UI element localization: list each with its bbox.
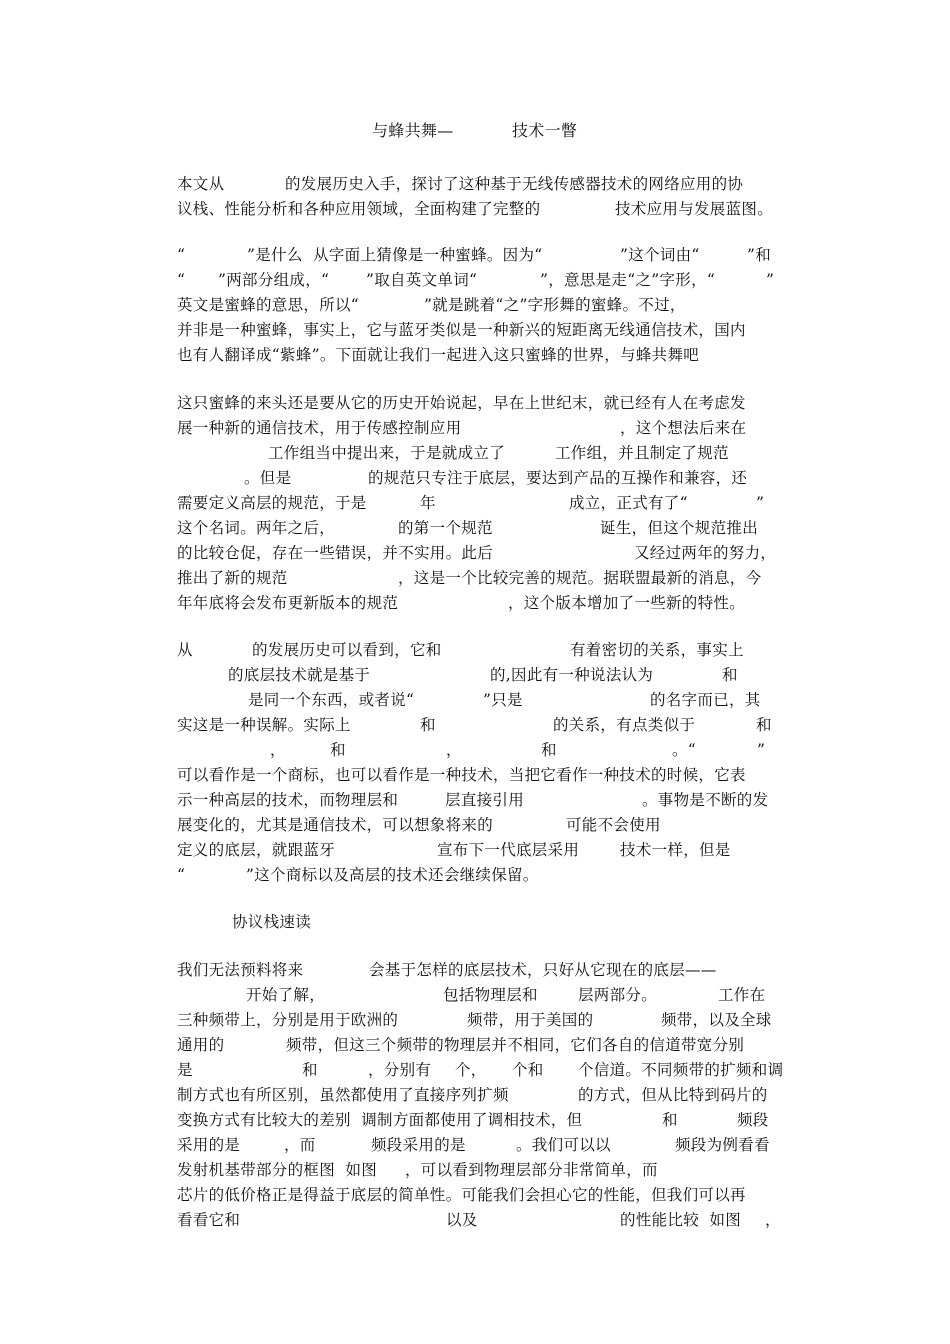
text-fragment: 诞生，但这个规范推出	[600, 519, 759, 537]
text-fragment: 这只蜜蜂的来头还是要从它的历史开始说起，早在上世纪末，就已经有人在考虑发	[177, 394, 746, 412]
text-fragment: ，	[270, 741, 286, 759]
text-fragment: ，	[765, 1211, 781, 1229]
text-fragment: “	[177, 866, 186, 884]
text-fragment: 个，	[455, 1061, 487, 1079]
text-fragment: ，这是一个比较完善的规范。据联盟最新的消息，今	[398, 569, 762, 587]
text-fragment: “	[177, 271, 186, 289]
text-fragment: 采用的是	[177, 1136, 241, 1154]
text-fragment: 通用的	[177, 1036, 225, 1054]
text-fragment: 示一种高层的技术，而物理层和	[177, 791, 399, 809]
text-fragment: 工作在	[718, 986, 766, 1004]
text-fragment: 又经过两年的努力，	[634, 544, 777, 562]
text-fragment: 以及	[446, 1211, 478, 1229]
text-fragment: 这个名词。两年之后，	[177, 519, 336, 537]
text-fragment: 的,因此有一种说法认为	[490, 666, 654, 684]
text-fragment: 频带，但这三个频带的物理层并不相同，它们各自的信道带宽分别	[286, 1036, 745, 1054]
text-fragment: 频段为例看看	[675, 1136, 770, 1154]
text-fragment: 的名字而已，其	[650, 691, 761, 709]
text-fragment: 展一种新的通信技术，用于传感控制应用	[177, 419, 462, 437]
text-fragment: 和	[330, 741, 346, 759]
text-fragment: ，可以看到物理层部分非常简单，而	[405, 1161, 658, 1179]
text-fragment: 展变化的，尤其是通信技术，可以想象将来的	[177, 816, 494, 834]
text-fragment: 成立，正式有了“	[569, 494, 688, 512]
text-fragment: 的方式，但从比特到码片的	[578, 1086, 768, 1104]
text-fragment: 的底层技术就是基于	[228, 666, 371, 684]
text-fragment: 。“	[672, 741, 697, 759]
text-fragment: ”	[757, 741, 766, 759]
text-fragment: ”和	[747, 246, 772, 264]
text-fragment: 。但是	[244, 469, 292, 487]
text-fragment: ”就是跳着“之”字形舞的蜜蜂。不过，	[424, 296, 686, 314]
text-fragment: 个和	[512, 1061, 544, 1079]
text-fragment: 推出了新的规范	[177, 569, 288, 587]
text-fragment: 的性能比较 如图	[620, 1211, 742, 1229]
text-fragment: 的发展历史入手，探讨了这种基于无线传感器技术的网络应用的协	[285, 175, 744, 193]
text-fragment: ”这个词由“	[620, 246, 700, 264]
text-fragment: 频段采用的是	[371, 1136, 466, 1154]
text-fragment: 层两部分。	[578, 986, 658, 1004]
text-fragment: 包括物理层和	[443, 986, 538, 1004]
text-fragment: 并非是一种蜜蜂，事实上，它与蓝牙类似是一种新兴的短距离无线通信技术，国内	[177, 321, 746, 339]
text-fragment: 变换方式有比较大的差别 调制方面都使用了调相技术，但	[177, 1111, 583, 1129]
text-fragment: 实这是一种误解。实际上	[177, 716, 351, 734]
text-fragment: ”取自英文单词“	[366, 271, 478, 289]
text-fragment: ”，意思是走“之”字形，“	[540, 271, 716, 289]
text-fragment: 和	[420, 716, 436, 734]
text-fragment: 看看它和	[177, 1211, 241, 1229]
text-fragment: 也有人翻译成“紫蜂”。下面就让我们一起进入这只蜜蜂的世界，与蜂共舞吧	[177, 346, 700, 364]
text-fragment: 制方式也有所区别，虽然都使用了直接序列扩频	[177, 1086, 509, 1104]
text-fragment: ”是什么 从字面上猜像是一种蜜蜂。因为“	[247, 246, 543, 264]
text-fragment: 的第一个规范	[398, 519, 493, 537]
text-fragment: 宣布下一代底层采用	[437, 841, 580, 859]
text-fragment: 议栈、性能分析和各种应用领域，全面构建了完整的	[177, 200, 541, 218]
text-fragment: 技术应用与发展蓝图。	[615, 200, 774, 218]
text-fragment: 可以看作是一个商标，也可以看作是一种技术，当把它看作一种技术的时候，它表	[177, 766, 746, 784]
text-fragment: ，	[446, 741, 462, 759]
text-fragment: 可能不会使用	[566, 816, 661, 834]
text-fragment: ，这个版本增加了一些新的特性。	[508, 594, 746, 612]
text-fragment: 的发展历史可以看到，它和	[252, 641, 442, 659]
text-fragment: 工作组当中提出来，于是就成立了	[268, 444, 506, 462]
text-fragment: 定义的底层，就跟蓝牙	[177, 841, 336, 859]
text-fragment: 工作组，并且制定了规范	[555, 444, 729, 462]
text-fragment: ，这个想法后来在	[620, 419, 747, 437]
text-fragment: ”这个商标以及高层的技术还会继续保留。	[246, 866, 539, 884]
text-fragment: 年年底将会发布更新版本的规范	[177, 594, 399, 612]
text-fragment: 三种频带上，分别是用于欧洲的	[177, 1011, 399, 1029]
text-fragment: 是同一个东西，或者说“	[248, 691, 415, 709]
text-fragment: 和	[302, 1061, 318, 1079]
text-fragment: ”只是	[483, 691, 523, 709]
text-fragment: 的比较仓促，存在一些错误，并不实用。此后	[177, 544, 494, 562]
text-fragment: 频带，用于美国的	[467, 1011, 594, 1029]
text-fragment: 的关系，有点类似于	[553, 716, 696, 734]
text-fragment: 有着密切的关系，事实上	[570, 641, 744, 659]
doc-title-part: 技术一瞥	[512, 121, 578, 140]
text-fragment: 。事物是不断的发	[642, 791, 769, 809]
text-fragment: ，分别有	[368, 1061, 432, 1079]
text-fragment: 的规范只专注于底层，要达到产品的互操作和兼容，还	[368, 469, 748, 487]
text-fragment: 和	[662, 1111, 678, 1129]
text-fragment: 年	[420, 494, 436, 512]
text-fragment: 发射机基带部分的框图 如图	[177, 1161, 378, 1179]
text-fragment: 。我们可以以	[516, 1136, 611, 1154]
text-fragment: 技术一样，但是	[620, 841, 731, 859]
text-fragment: 开始了解，	[246, 986, 326, 1004]
text-fragment: 需要定义高层的规范，于是	[177, 494, 367, 512]
text-fragment: 英文是蜜蜂的意思，所以“	[177, 296, 360, 314]
text-fragment: “	[177, 246, 186, 264]
text-fragment: 芯片的低价格正是得益于底层的简单性。可能我们会担心它的性能，但我们可以再	[177, 1186, 746, 1204]
text-fragment: ”	[756, 494, 765, 512]
text-fragment: 频带，以及全球	[661, 1011, 772, 1029]
text-fragment: 会基于怎样的底层技术，只好从它现在的底层——	[369, 961, 717, 979]
text-fragment: 个信道。不同频带的扩频和调	[578, 1061, 784, 1079]
text-fragment: 本文从	[177, 175, 225, 193]
text-fragment: ”两部分组成，“	[218, 271, 330, 289]
text-fragment: 从	[177, 641, 193, 659]
text-fragment: 和	[722, 666, 738, 684]
doc-title-part: 与蜂共舞—	[372, 121, 454, 140]
text-fragment: 和	[756, 716, 772, 734]
text-fragment: 我们无法预料将来	[177, 961, 304, 979]
text-fragment: 和	[541, 741, 557, 759]
text-fragment: 是	[177, 1061, 193, 1079]
text-fragment: ”	[766, 271, 775, 289]
section-heading: 协议栈速读	[232, 913, 312, 931]
text-fragment: 频段	[737, 1111, 769, 1129]
text-fragment: 层直接引用	[445, 791, 525, 809]
text-fragment: ，而	[284, 1136, 316, 1154]
